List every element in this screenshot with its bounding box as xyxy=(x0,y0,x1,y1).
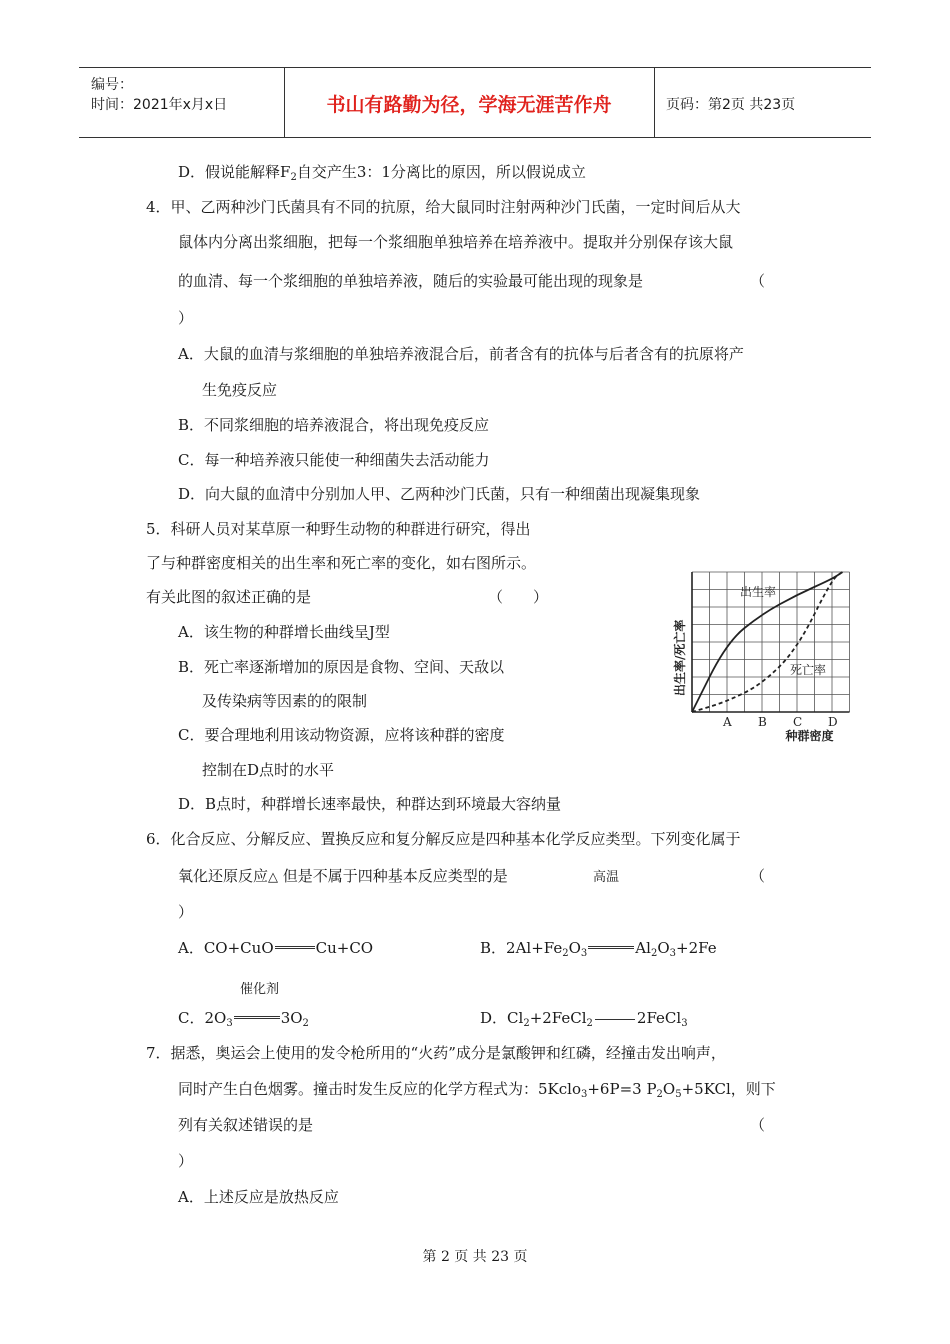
q6-option-a: A．CO+CuO Cu+CO xyxy=(178,939,374,957)
chart-labels xyxy=(672,584,838,743)
x-tick-label: D xyxy=(828,715,838,729)
x-tick-label: A xyxy=(723,715,732,729)
q4-paren-close: ） xyxy=(178,309,194,327)
q5-paren: （ ） xyxy=(488,588,549,606)
q3-option-d: D．假说能解释$F_2$自交产生3：1分离比的原因，所以假说成立 xyxy=(178,163,586,183)
header-meta-cell xyxy=(79,68,285,137)
page-info: 页码：第2页 共23页 xyxy=(666,97,796,113)
legend-death-rate: 死亡率 xyxy=(790,663,827,677)
motto: 书山有路勤为径，学海无涯苦作舟 xyxy=(326,94,612,116)
q6-paren-close: ） xyxy=(178,903,194,921)
q4-option-d: D．向大鼠的血清中分别加人甲、乙两种沙门氏菌，只有一种细菌出现凝集现象 xyxy=(178,485,701,503)
q6-stem-line1: 6．化合反应、分解反应、置换反应和复分解反应是四种基本化学反应类型。下列变化属于 xyxy=(146,830,741,848)
header-page-cell xyxy=(654,68,871,137)
header-motto-cell xyxy=(284,68,655,137)
q6-option-d: D．$Cl_2+2FeCl_2$ 2FeCl$_3$ xyxy=(480,1009,688,1029)
q7-paren-open: （ xyxy=(750,1116,766,1134)
page-footer: 第 2 页 共 23 页 xyxy=(422,1249,528,1265)
q5-option-c-line1: C．要合理地利用该动物资源，应将该种群的密度 xyxy=(178,726,505,744)
q5-option-b-line2: 及传染病等因素的的限制 xyxy=(202,692,368,710)
birth-death-rate-chart xyxy=(670,555,880,745)
q4-option-a-line1: A．大鼠的血清与浆细胞的单独培养液混合后，前者含有的抗体与后者含有的抗原将产 xyxy=(178,345,744,363)
x-axis-label: 种群密度 xyxy=(785,729,834,743)
x-tick-label: B xyxy=(758,715,767,729)
q7-stem-line2: 同时产生白色烟雾。撞击时发生反应的化学方程式为：5Kclo$_3$+6P=3 $P_2O_5+5KCl$，则下 xyxy=(178,1080,776,1100)
q5-option-a: A．该生物的种群增长曲线呈J型 xyxy=(178,623,390,641)
q4-option-b: B．不同浆细胞的培养液混合，将出现免疫反应 xyxy=(178,416,490,434)
q4-paren-open: （ xyxy=(750,272,766,290)
q4-stem-line1: 4．甲、乙两种沙门氏菌具有不同的抗原，给大鼠同时注射两种沙门氏菌，一定时间后从大 xyxy=(146,198,741,216)
q5-option-c-line2: 控制在D点时的水平 xyxy=(202,761,335,779)
q5-stem-line1: 5．科研人员对某草原一种野生动物的种群进行研究，得出 xyxy=(146,520,531,538)
q6-paren-open: （ xyxy=(750,867,766,885)
q5-stem-line3: 有关此图的叙述正确的是 xyxy=(146,588,312,606)
q4-stem-line2: 鼠体内分离出浆细胞，把每一个浆细胞单独培养在培养液中。提取并分别保存该大鼠 xyxy=(178,233,734,251)
x-tick-label: C xyxy=(793,715,803,729)
q5-stem-line2: 了与种群密度相关的出生率和死亡率的变化，如右图所示。 xyxy=(146,554,537,572)
q6-stem-line2: 氧化还原反应△ 但是不属于四种基本反应类型的是 xyxy=(178,867,508,885)
q7-stem-line3: 列有关叙述错误的是 xyxy=(178,1116,314,1134)
time-label: 时间：2021年x月x日 xyxy=(91,97,228,113)
y-axis-label: 出生率/死亡率 xyxy=(673,619,687,696)
legend-birth-rate: 出生率 xyxy=(740,585,777,599)
number-label: 编号： xyxy=(91,77,133,93)
q7-option-a: A．上述反应是放热反应 xyxy=(178,1188,339,1206)
q6-catalyst-condition: 催化剂 xyxy=(240,982,280,997)
q7-paren-close: ） xyxy=(178,1152,194,1170)
q5-option-d: D．B点时，种群增长速率最快，种群达到环境最大容纳量 xyxy=(178,795,562,813)
q6-option-b: B．$2Al+Fe_2O_3$ $Al_2O_3+2Fe$ xyxy=(480,939,717,959)
q4-option-a-line2: 生免疫反应 xyxy=(202,381,278,399)
q7-stem-line1: 7．据悉，奥运会上使用的发令枪所用的“火药”成分是氯酸钾和红磷，经撞击发出响声， xyxy=(146,1044,726,1062)
q6-high-temp-condition: 高温 xyxy=(593,870,620,885)
q4-option-c: C．每一种培养液只能使一种细菌失去活动能力 xyxy=(178,451,490,469)
page-header xyxy=(79,67,871,138)
q6-option-c: C．$2O_3$ $3O_2$ xyxy=(178,1009,309,1029)
q4-stem-line3: 的血清、每一个浆细胞的单独培养液，随后的实验最可能出现的现象是 xyxy=(178,272,644,290)
q5-option-b-line1: B．死亡率逐渐增加的原因是食物、空间、天敌以 xyxy=(178,658,505,676)
